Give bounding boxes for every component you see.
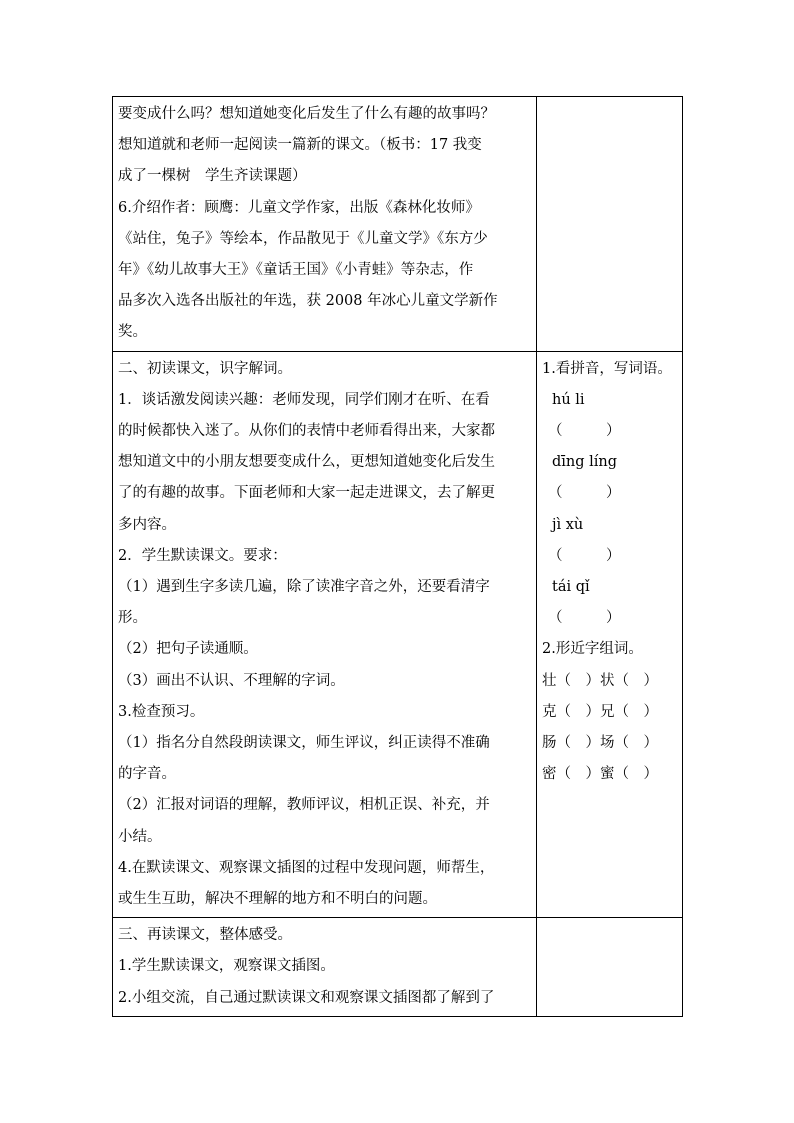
text-line: 《站住，兔子》等绘本，作品散见于《儿童文学》《东方少 xyxy=(118,230,488,247)
section-heading: 三、再读课文，整体感受。 xyxy=(118,927,292,944)
pinyin-prompt: tái qǐ xyxy=(552,579,590,596)
text-line: 1.学生默读课文，观察课文插图。 xyxy=(118,958,335,975)
text-line: 要变成什么吗？想知道她变化后发生了什么有趣的故事吗？ xyxy=(118,106,495,122)
text-line: 4.在默读课文、观察课文插图的过程中发现问题，师帮生， xyxy=(118,859,495,876)
text-line: 想知道文中的小朋友想要变成什么，更想知道她变化后发生 xyxy=(118,454,495,471)
char-pair: 密（ ）蜜（ ） xyxy=(542,766,658,783)
exercise-cell xyxy=(537,351,683,918)
pinyin-prompt: dīng líng xyxy=(552,454,618,471)
text-line: （2）汇报对词语的理解，教师评议，相机正误、补充，并 xyxy=(118,797,490,814)
text-line: 6.介绍作者：顾鹰：儿童文学作家，出版《森林化妆师》 xyxy=(118,199,480,216)
table-row xyxy=(113,351,683,918)
text-line: 奖。 xyxy=(118,324,147,341)
exercise-cell xyxy=(537,97,683,352)
text-line: 2．学生默读课文。要求： xyxy=(118,547,287,564)
table-row xyxy=(113,97,683,352)
text-line: 小结。 xyxy=(118,828,162,845)
text-line: 想知道就和老师一起阅读一篇新的课文。（板书：17 我变 xyxy=(118,137,482,154)
text-line: 3.检查预习。 xyxy=(118,703,205,720)
answer-blank: （ ） xyxy=(548,547,621,564)
main-cell xyxy=(113,351,537,918)
pinyin-prompt: jì xù xyxy=(552,516,584,533)
exercise-heading: 1.看拼音，写词语。 xyxy=(542,360,672,377)
text-line: （1）指名分自然段朗读课文，师生评议，纠正读得不准确 xyxy=(118,735,490,752)
text-line: 形。 xyxy=(118,610,147,627)
exercise-cell xyxy=(537,918,683,1017)
text-line: 的时候都快入迷了。从你们的表情中老师看得出来，大家都 xyxy=(118,423,495,440)
char-pair: 克（ ）兄（ ） xyxy=(542,703,658,720)
main-cell xyxy=(113,97,537,352)
text-line: （1）遇到生字多读几遍，除了读准字音之外，还要看清字 xyxy=(118,579,490,596)
pinyin-prompt: hú li xyxy=(552,391,585,408)
text-line: 成了一棵树 学生齐读课题） xyxy=(118,168,307,185)
table-row xyxy=(113,918,683,1017)
text-line: （2）把句子读通顺。 xyxy=(118,641,258,658)
main-cell xyxy=(113,918,537,1017)
text-line: 或生生互助，解决不理解的地方和不明白的问题。 xyxy=(118,891,437,908)
answer-blank: （ ） xyxy=(548,423,621,440)
exercise-heading: 2.形近字组词。 xyxy=(542,641,643,658)
lesson-plan-table xyxy=(112,96,683,1017)
text-line: 多内容。 xyxy=(118,516,176,533)
text-line: 品多次入选各出版社的年选，获 2008 年冰心儿童文学新作 xyxy=(118,293,498,310)
text-line: 的字音。 xyxy=(118,766,176,783)
char-pair: 肠（ ）场（ ） xyxy=(542,735,658,752)
answer-blank: （ ） xyxy=(548,485,621,502)
char-pair: 壮（ ）状（ ） xyxy=(542,672,658,689)
text-line: 年》《幼儿故事大王》《童话王国》《小青蛙》等杂志，作 xyxy=(118,262,474,279)
text-line: （3）画出不认识、不理解的字词。 xyxy=(118,672,345,689)
answer-blank: （ ） xyxy=(548,610,621,627)
text-line: 2.小组交流，自己通过默读课文和观察课文插图都了解到了 xyxy=(118,989,495,1006)
section-heading: 二、初读课文，识字解词。 xyxy=(118,360,292,377)
text-line: 1．谈话激发阅读兴趣：老师发现，同学们刚才在听、在看 xyxy=(118,391,490,408)
text-line: 了的有趣的故事。下面老师和大家一起走进课文，去了解更 xyxy=(118,485,495,502)
